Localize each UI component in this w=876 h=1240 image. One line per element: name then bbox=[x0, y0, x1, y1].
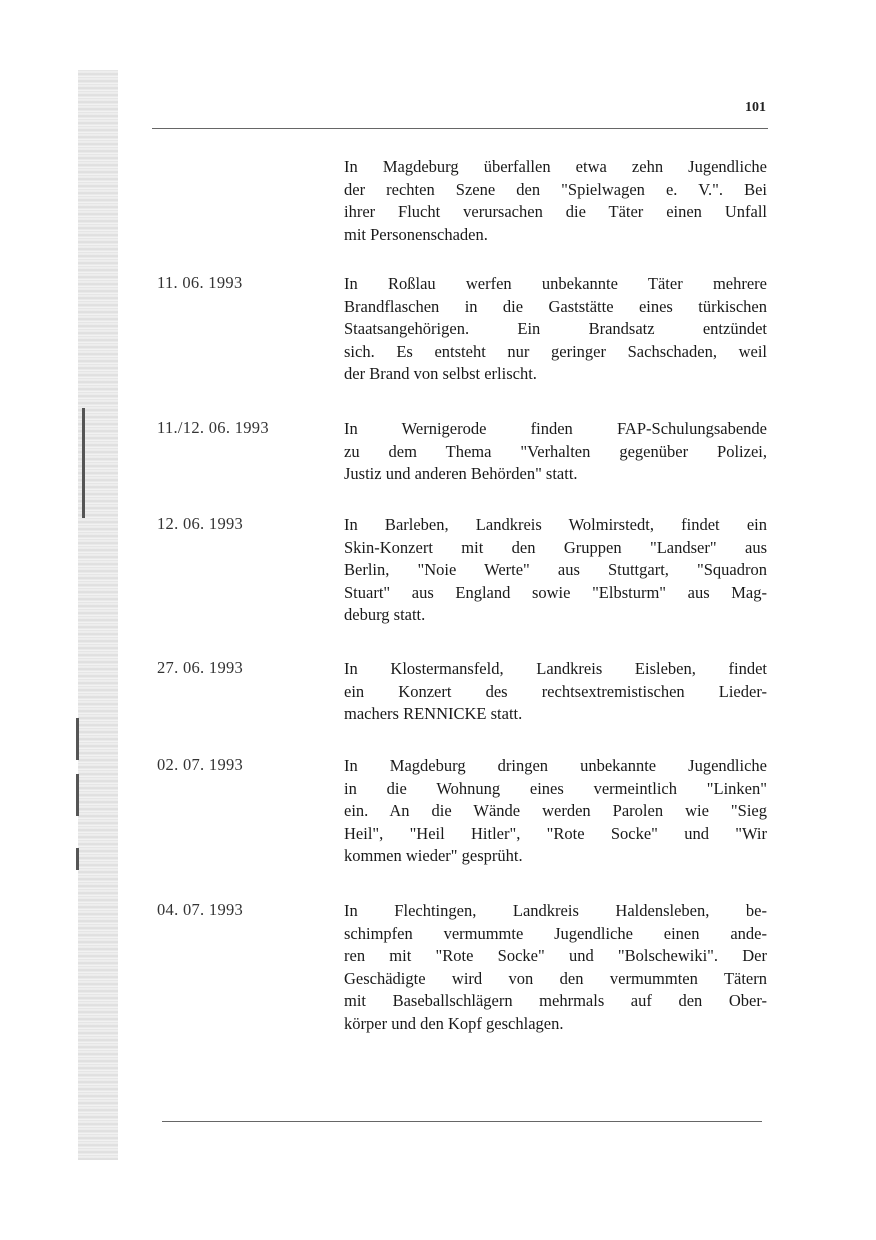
entry-text bbox=[344, 156, 767, 246]
text-line: mit Baseballschlägern mehrmals auf den Ober- bbox=[344, 991, 767, 1010]
entry-text bbox=[344, 514, 767, 627]
text-line: In Flechtingen, Landkreis Haldensleben, be- bbox=[344, 901, 767, 920]
text-line: Staatsangehörigen. Ein Brandsatz entzündet bbox=[344, 319, 767, 338]
text-line: ihrer Flucht verursachen die Täter einen Unfall bbox=[344, 202, 767, 221]
text-line: in die Wohnung eines vermeintlich "Linken" bbox=[344, 778, 767, 798]
text-line: ein. An die Wände werden Parolen wie "Sieg bbox=[344, 801, 767, 820]
entry-date: 02. 07. 1993 bbox=[157, 755, 244, 774]
entry-date: 04. 07. 1993 bbox=[157, 900, 244, 919]
scan-bar-artifact bbox=[76, 718, 79, 760]
text-line: Berlin, "Noie Werte" aus Stuttgart, "Squadron bbox=[344, 560, 767, 579]
text-line: Justiz und anderen Behörden" statt. bbox=[344, 464, 578, 483]
text-line: machers RENNICKE statt. bbox=[344, 704, 523, 723]
text-line: ren mit "Rote Socke" und "Bolschewiki". Der bbox=[344, 946, 767, 965]
scan-bar-artifact bbox=[76, 774, 79, 816]
text-line: ein Konzert des rechtsextremistischen Lieder- bbox=[344, 681, 767, 701]
text-line: schimpfen vermummte Jugendliche einen ande- bbox=[344, 923, 767, 943]
entry-date: 27. 06. 1993 bbox=[157, 658, 244, 677]
text-line: Brandflaschen in die Gaststätte eines türkischen bbox=[344, 296, 767, 316]
footer-rule bbox=[162, 1121, 762, 1122]
scan-bar-artifact bbox=[76, 848, 79, 870]
text-line: mit Personenschaden. bbox=[344, 224, 488, 244]
text-line: Stuart" aus England sowie "Elbsturm" aus Mag- bbox=[344, 582, 767, 602]
text-line: sich. Es entsteht nur geringer Sachschaden, weil bbox=[344, 341, 767, 361]
entry-date: 12. 06. 1993 bbox=[157, 514, 244, 533]
entry-date: 11./12. 06. 1993 bbox=[157, 418, 269, 437]
text-line: der rechten Szene den "Spielwagen e. V.". Bei bbox=[344, 179, 767, 199]
text-line: deburg statt. bbox=[344, 605, 426, 624]
text-line: kommen wieder" gesprüht. bbox=[344, 846, 523, 865]
text-line: In Magdeburg dringen unbekannte Jugendliche bbox=[344, 756, 767, 775]
text-line: körper und den Kopf geschlagen. bbox=[344, 1013, 564, 1033]
text-line: zu dem Thema "Verhalten gegenüber Polizei, bbox=[344, 441, 767, 461]
text-line: In Klostermansfeld, Landkreis Eisleben, findet bbox=[344, 659, 767, 678]
scan-edge-artifact bbox=[78, 70, 118, 1160]
text-line: Geschädigte wird von den vermummten Tätern bbox=[344, 968, 767, 988]
entry-text bbox=[344, 273, 767, 386]
text-line: der Brand von selbst erlischt. bbox=[344, 364, 537, 383]
text-line: In Wernigerode finden FAP-Schulungsabende bbox=[344, 419, 767, 438]
entry-text bbox=[344, 418, 767, 486]
text-line: Skin-Konzert mit den Gruppen "Landser" aus bbox=[344, 537, 767, 557]
entry-date: 11. 06. 1993 bbox=[157, 273, 243, 292]
page-number: 101 bbox=[745, 100, 766, 115]
entry-text bbox=[344, 658, 767, 726]
text-line: In Roßlau werfen unbekannte Täter mehrere bbox=[344, 274, 767, 293]
text-line: In Barleben, Landkreis Wolmirstedt, findet ein bbox=[344, 515, 767, 534]
entry-text bbox=[344, 900, 767, 1035]
entry-text bbox=[344, 755, 767, 868]
text-line: In Magdeburg überfallen etwa zehn Jugendliche bbox=[344, 157, 767, 176]
header-rule bbox=[152, 128, 768, 129]
text-line: Heil", "Heil Hitler", "Rote Socke" und "Wir bbox=[344, 823, 767, 843]
scan-bar-artifact bbox=[82, 408, 85, 518]
